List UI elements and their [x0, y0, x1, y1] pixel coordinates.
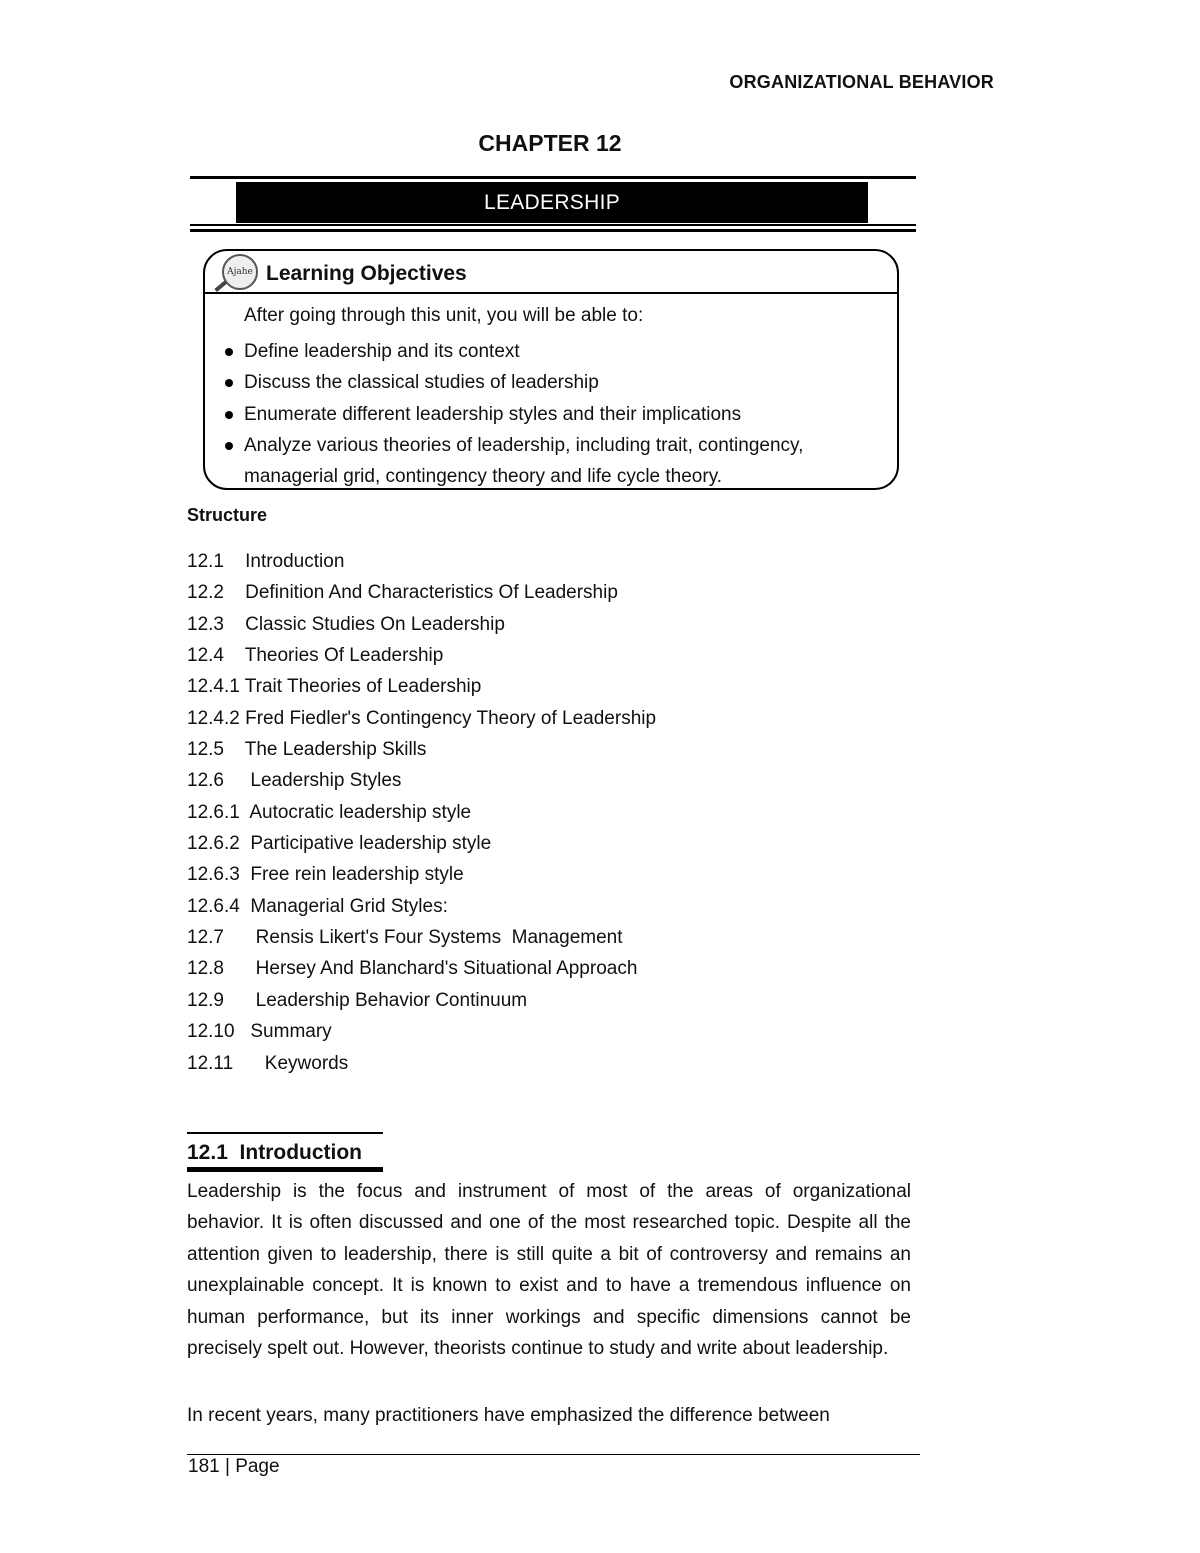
magnifier-icon	[222, 254, 258, 290]
running-header: ORGANIZATIONAL BEHAVIOR	[729, 72, 994, 92]
structure-item: 12.6 Leadership Styles	[187, 770, 402, 792]
footer-rule	[187, 1454, 920, 1455]
structure-heading: Structure	[187, 505, 268, 525]
structure-item: 12.9 Leadership Behavior Continuum	[187, 989, 528, 1011]
structure-item: 12.4.1 Trait Theories of Leadership	[187, 676, 482, 698]
page-number: 181 | Page	[188, 1456, 280, 1477]
structure-item: 12.10 Summary	[187, 1021, 332, 1043]
introduction-paragraph: Leadership is the focus and instrument of most of the areas of organizational behavior. It is often discussed and one of the most researched topic. Despite all the attention given to leadership, there is still quite a bit of controversy and remains an unexplainable concept. It is known to exist and to have a tremendous influence on human performance, but its inner workings and specific dimensions cannot be precisely spelt out. However, theorists continue to study and write about leadership.	[187, 1181, 911, 1360]
structure-item: 12.3 Classic Studies On Leadership	[187, 613, 505, 635]
introduction-paragraph-continued: In recent years, many practitioners have emphasized the difference between	[187, 1405, 830, 1426]
structure-item: 12.1 Introduction	[187, 551, 345, 572]
title-rule-bottom-2	[190, 229, 916, 232]
structure-item: 12.6.2 Participative leadership style	[187, 833, 492, 855]
structure-item: 12.4.2 Fred Fiedler's Contingency Theory of Leadership	[187, 707, 657, 729]
objectives-divider	[205, 292, 897, 294]
objectives-list	[224, 336, 803, 492]
section-heading: 12.1 Introduction	[187, 1141, 363, 1164]
structure-item: 12.11 Keywords	[187, 1052, 349, 1074]
title-rule-bottom-1	[190, 224, 916, 226]
structure-item: 12.8 Hersey And Blanchard's Situational Approach	[187, 958, 638, 980]
structure-item: 12.6.1 Autocratic leadership style	[187, 801, 472, 823]
structure-item: 12.6.3 Free rein leadership style	[187, 864, 464, 886]
structure-item: 12.2 Definition And Characteristics Of Leadership	[187, 582, 618, 604]
title-rule-top	[190, 176, 916, 179]
bullet-icon	[225, 348, 233, 356]
chapter-title: LEADERSHIP	[483, 190, 621, 214]
objectives-intro: After going through this unit, you will be able to:	[244, 305, 644, 326]
chapter-number: CHAPTER 12	[478, 130, 622, 156]
chapter-title-band	[236, 182, 868, 223]
bullet-icon	[225, 442, 233, 450]
objectives-heading: Learning Objectives	[266, 262, 467, 285]
structure-list	[187, 546, 656, 1079]
section-rule-bottom	[187, 1167, 383, 1172]
section-rule-top	[187, 1132, 383, 1134]
objective-item: Define leadership and its context	[224, 336, 803, 367]
objective-item: Discuss the classical studies of leadership	[224, 367, 803, 398]
bullet-icon	[225, 379, 233, 387]
bullet-icon	[225, 411, 233, 419]
structure-item: 12.7 Rensis Likert's Four Systems Management	[187, 927, 623, 949]
structure-item: 12.5 The Leadership Skills	[187, 739, 427, 761]
objective-item: Analyze various theories of leadership, including trait, contingency, managerial grid, contingency theory and life cycle theory.	[224, 430, 803, 493]
objective-item: Enumerate different leadership styles and their implications	[224, 399, 803, 430]
magnifier-icon-text: Ajahe	[227, 267, 253, 277]
structure-item: 12.4 Theories Of Leadership	[187, 645, 444, 667]
structure-item: 12.6.4 Managerial Grid Styles:	[187, 895, 448, 917]
